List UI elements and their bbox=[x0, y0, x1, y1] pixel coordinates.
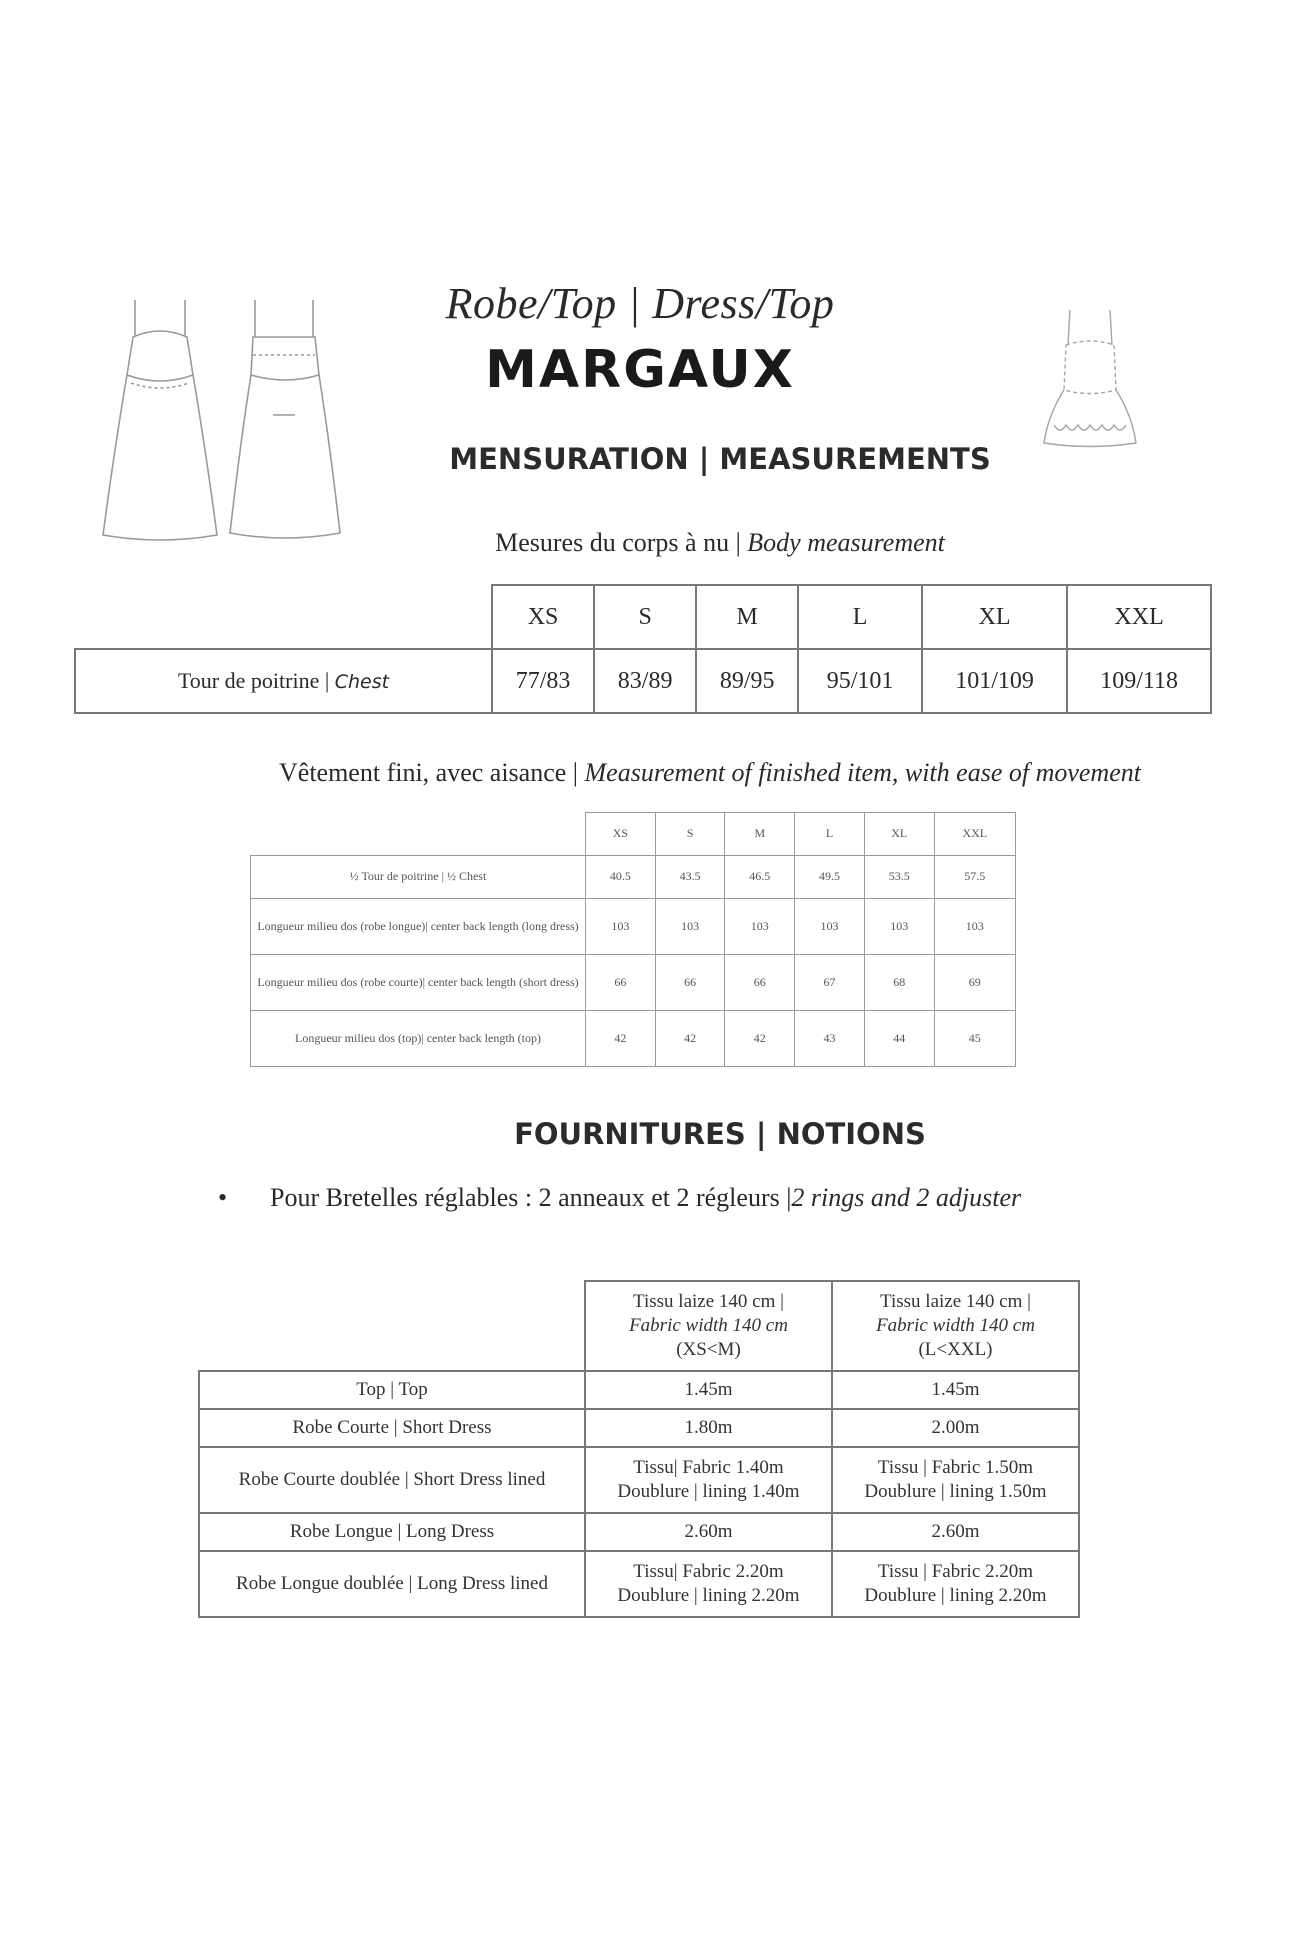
size-header: XS bbox=[586, 813, 656, 856]
chest-value: 89/95 bbox=[696, 649, 798, 713]
size-header: L bbox=[795, 813, 865, 856]
finished-row bbox=[251, 855, 1016, 898]
finished-value: 68 bbox=[864, 954, 934, 1010]
top-sketch bbox=[1040, 305, 1140, 450]
size-header: M bbox=[696, 585, 798, 649]
yardage-cell bbox=[585, 1513, 832, 1551]
finished-row bbox=[251, 954, 1016, 1010]
finished-size-row bbox=[251, 813, 1016, 856]
finished-row-label: Longueur milieu dos (robe courte)| center back length (short dress) bbox=[251, 954, 586, 1010]
finished-value: 66 bbox=[655, 954, 725, 1010]
finished-value: 49.5 bbox=[795, 855, 865, 898]
finished-value: 103 bbox=[934, 898, 1015, 954]
notion-item-en: 2 rings and 2 adjuster bbox=[791, 1183, 1022, 1212]
yardage-cell bbox=[832, 1409, 1079, 1447]
size-header: XXL bbox=[1067, 585, 1211, 649]
yardage-value: Tissu| Fabric 2.20m bbox=[633, 1561, 784, 1582]
finished-value: 103 bbox=[864, 898, 934, 954]
finished-value: 53.5 bbox=[864, 855, 934, 898]
finished-value: 43.5 bbox=[655, 855, 725, 898]
yardage-header-row bbox=[199, 1281, 1079, 1371]
yardage-value: 2.00m bbox=[931, 1417, 980, 1438]
chest-value: 101/109 bbox=[922, 649, 1067, 713]
yardage-cell bbox=[585, 1409, 832, 1447]
yardage-cell bbox=[585, 1551, 832, 1617]
size-header: XXL bbox=[934, 813, 1015, 856]
chest-value: 77/83 bbox=[492, 649, 594, 713]
blank-cell bbox=[251, 813, 586, 856]
finished-value: 42 bbox=[655, 1010, 725, 1066]
finished-value: 67 bbox=[795, 954, 865, 1010]
yardage-value: Tissu| Fabric 1.40m bbox=[633, 1457, 784, 1478]
chest-label-en: Chest bbox=[334, 671, 390, 693]
body-caption-en: Body measurement bbox=[747, 528, 945, 557]
yardage-row bbox=[199, 1551, 1079, 1617]
yardage-cell bbox=[832, 1371, 1079, 1409]
notions-section-title: FOURNITURES | NOTIONS bbox=[514, 1117, 926, 1151]
chest-row bbox=[75, 649, 1211, 713]
notion-item bbox=[270, 1183, 1170, 1213]
pattern-title: MARGAUX bbox=[485, 340, 795, 400]
yardage-cell bbox=[832, 1447, 1079, 1513]
finished-value: 66 bbox=[586, 954, 656, 1010]
blank-cell bbox=[199, 1281, 585, 1371]
finished-value: 43 bbox=[795, 1010, 865, 1066]
finished-value: 46.5 bbox=[725, 855, 795, 898]
long-dress-front-sketch bbox=[95, 295, 225, 545]
finished-value: 44 bbox=[864, 1010, 934, 1066]
yardage-value: 2.60m bbox=[931, 1521, 980, 1542]
size-header-row bbox=[75, 585, 1211, 649]
yardage-lining-value: Doublure | lining 2.20m bbox=[864, 1585, 1047, 1606]
finished-value: 57.5 bbox=[934, 855, 1015, 898]
chest-value: 109/118 bbox=[1067, 649, 1211, 713]
notion-item-fr: Pour Bretelles réglables : 2 anneaux et 2 régleurs | bbox=[270, 1183, 792, 1212]
blank-cell bbox=[75, 585, 492, 649]
body-caption-fr: Mesures du corps à nu | bbox=[495, 528, 748, 557]
finished-caption-fr: Vêtement fini, avec aisance | bbox=[279, 758, 585, 787]
fabric-width-header-large bbox=[832, 1281, 1079, 1371]
finished-row-label: Longueur milieu dos (robe longue)| center back length (long dress) bbox=[251, 898, 586, 954]
long-dress-back-sketch bbox=[225, 295, 345, 545]
garment-label: Top | Top bbox=[199, 1371, 585, 1409]
size-header: XS bbox=[492, 585, 594, 649]
finished-caption-en: Measurement of finished item, with ease of movement bbox=[584, 758, 1141, 787]
header-line: (XS<M) bbox=[676, 1339, 741, 1360]
chest-label-fr: Tour de poitrine | bbox=[177, 668, 335, 693]
size-header: XL bbox=[864, 813, 934, 856]
finished-value: 66 bbox=[725, 954, 795, 1010]
yardage-lining-value: Doublure | lining 1.40m bbox=[617, 1481, 800, 1502]
yardage-value: 1.45m bbox=[684, 1379, 733, 1400]
garment-label: Robe Longue doublée | Long Dress lined bbox=[199, 1551, 585, 1617]
finished-value: 103 bbox=[725, 898, 795, 954]
size-header: L bbox=[798, 585, 922, 649]
size-header: M bbox=[725, 813, 795, 856]
finished-row-label: Longueur milieu dos (top)| center back length (top) bbox=[251, 1010, 586, 1066]
yardage-lining-value: Doublure | lining 1.50m bbox=[864, 1481, 1047, 1502]
yardage-row bbox=[199, 1513, 1079, 1551]
yardage-row bbox=[199, 1409, 1079, 1447]
chest-label bbox=[75, 649, 492, 713]
yardage-cell bbox=[832, 1551, 1079, 1617]
finished-value: 45 bbox=[934, 1010, 1015, 1066]
yardage-row bbox=[199, 1371, 1079, 1409]
finished-value: 42 bbox=[586, 1010, 656, 1066]
fabric-width-header-small bbox=[585, 1281, 832, 1371]
garment-label: Robe Courte doublée | Short Dress lined bbox=[199, 1447, 585, 1513]
finished-value: 103 bbox=[586, 898, 656, 954]
header-line: Tissu laize 140 cm | bbox=[633, 1291, 784, 1312]
size-header: S bbox=[655, 813, 725, 856]
header-line: (L<XXL) bbox=[918, 1339, 993, 1360]
measurements-section-title: MENSURATION | MEASUREMENTS bbox=[449, 442, 991, 476]
yardage-value: 2.60m bbox=[684, 1521, 733, 1542]
yardage-cell bbox=[832, 1513, 1079, 1551]
size-header: S bbox=[594, 585, 696, 649]
yardage-cell bbox=[585, 1371, 832, 1409]
yardage-value: 1.80m bbox=[684, 1417, 733, 1438]
pattern-subtitle: Robe/Top | Dress/Top bbox=[445, 279, 835, 328]
header-line: Fabric width 140 cm bbox=[629, 1315, 788, 1336]
chest-value: 83/89 bbox=[594, 649, 696, 713]
finished-value: 69 bbox=[934, 954, 1015, 1010]
garment-label: Robe Longue | Long Dress bbox=[199, 1513, 585, 1551]
finished-row bbox=[251, 898, 1016, 954]
garment-label: Robe Courte | Short Dress bbox=[199, 1409, 585, 1447]
header-line: Fabric width 140 cm bbox=[876, 1315, 1035, 1336]
finished-value: 103 bbox=[795, 898, 865, 954]
body-measurement-caption bbox=[440, 528, 1000, 558]
body-measurement-table bbox=[74, 584, 1212, 714]
chest-value: 95/101 bbox=[798, 649, 922, 713]
yardage-value: 1.45m bbox=[931, 1379, 980, 1400]
finished-row-label: ½ Tour de poitrine | ½ Chest bbox=[251, 855, 586, 898]
finished-value: 40.5 bbox=[586, 855, 656, 898]
finished-measurement-caption bbox=[200, 758, 1220, 788]
finished-row bbox=[251, 1010, 1016, 1066]
finished-value: 103 bbox=[655, 898, 725, 954]
yardage-value: Tissu | Fabric 2.20m bbox=[877, 1561, 1034, 1582]
yardage-row bbox=[199, 1447, 1079, 1513]
bullet-icon: • bbox=[218, 1183, 228, 1212]
yardage-value: Tissu | Fabric 1.50m bbox=[877, 1457, 1034, 1478]
header-line: Tissu laize 140 cm | bbox=[880, 1291, 1031, 1312]
yardage-lining-value: Doublure | lining 2.20m bbox=[617, 1585, 800, 1606]
fabric-yardage-table bbox=[198, 1280, 1080, 1618]
yardage-cell bbox=[585, 1447, 832, 1513]
finished-measurement-table bbox=[250, 812, 1016, 1067]
size-header: XL bbox=[922, 585, 1067, 649]
finished-value: 42 bbox=[725, 1010, 795, 1066]
